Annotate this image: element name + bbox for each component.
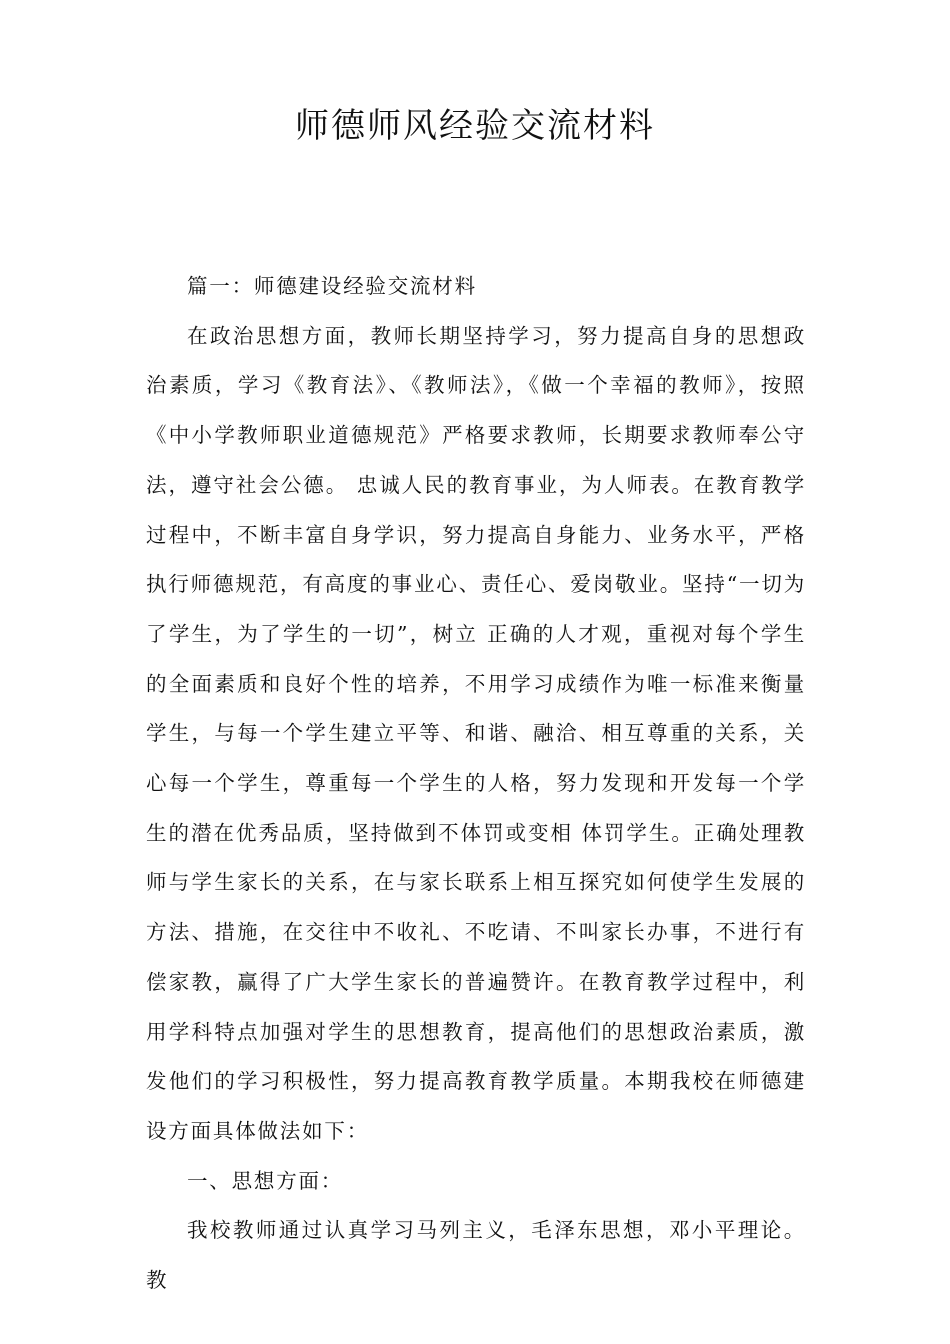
- paragraph-political-thought: 在政治思想方面，教师长期坚持学习，努力提高自身的思想政治素质，学习《教育法》、《教师法》，《做一个幸福的教师》，按照《中小学教师职业道德规范》严格要求教师，长期要求教师奉公守法，遵守社会公德。 忠诚人民的教育事业，为人师表。在教育教学过程中，不断丰富自身学识，努力提高自身能力、业务水平，严格执行师德规范，有高度的事业心、责任心、爱岗敬业。坚持“一切为了学生，为了学生的一切”，树立 正确的人才观，重视对每个学生的全面素质和良好个性的培养，不用学习成绩作为唯一标准来衡量学生，与每一个学生建立平等、和谐、融洽、相互尊重的关系，关心每一个学生，尊重每一个学生的人格，努力发现和开发每一个学生的潜在优秀品质，坚持做到不体罚或变相 体罚学生。正确处理教师与学生家长的关系，在与家长联系上相互探究如何使学生发展的方法、措施，在交往中不收礼、不吃请、不叫家长办事，不进行有偿家教，赢得了广大学生家长的普遍赞许。在教育教学过程中，利用学科特点加强对学生的思想教育，提高他们的思想政治素质，激发他们的学习积极性，努力提高教育教学质量。本期我校在师德建设方面具体做法如下：: [146, 323, 806, 1143]
- document-body: [146, 262, 806, 1306]
- section-heading-thought: 一、思想方面：: [187, 1168, 344, 1193]
- section-heading-part-one: 篇一：师德建设经验交流材料: [187, 274, 477, 298]
- paragraph-teacher-study: 我校教师通过认真学习马列主义，毛泽东思想，邓小平理论。教: [146, 1218, 806, 1293]
- document-title: 师德师风经验交流材料: [295, 106, 655, 146]
